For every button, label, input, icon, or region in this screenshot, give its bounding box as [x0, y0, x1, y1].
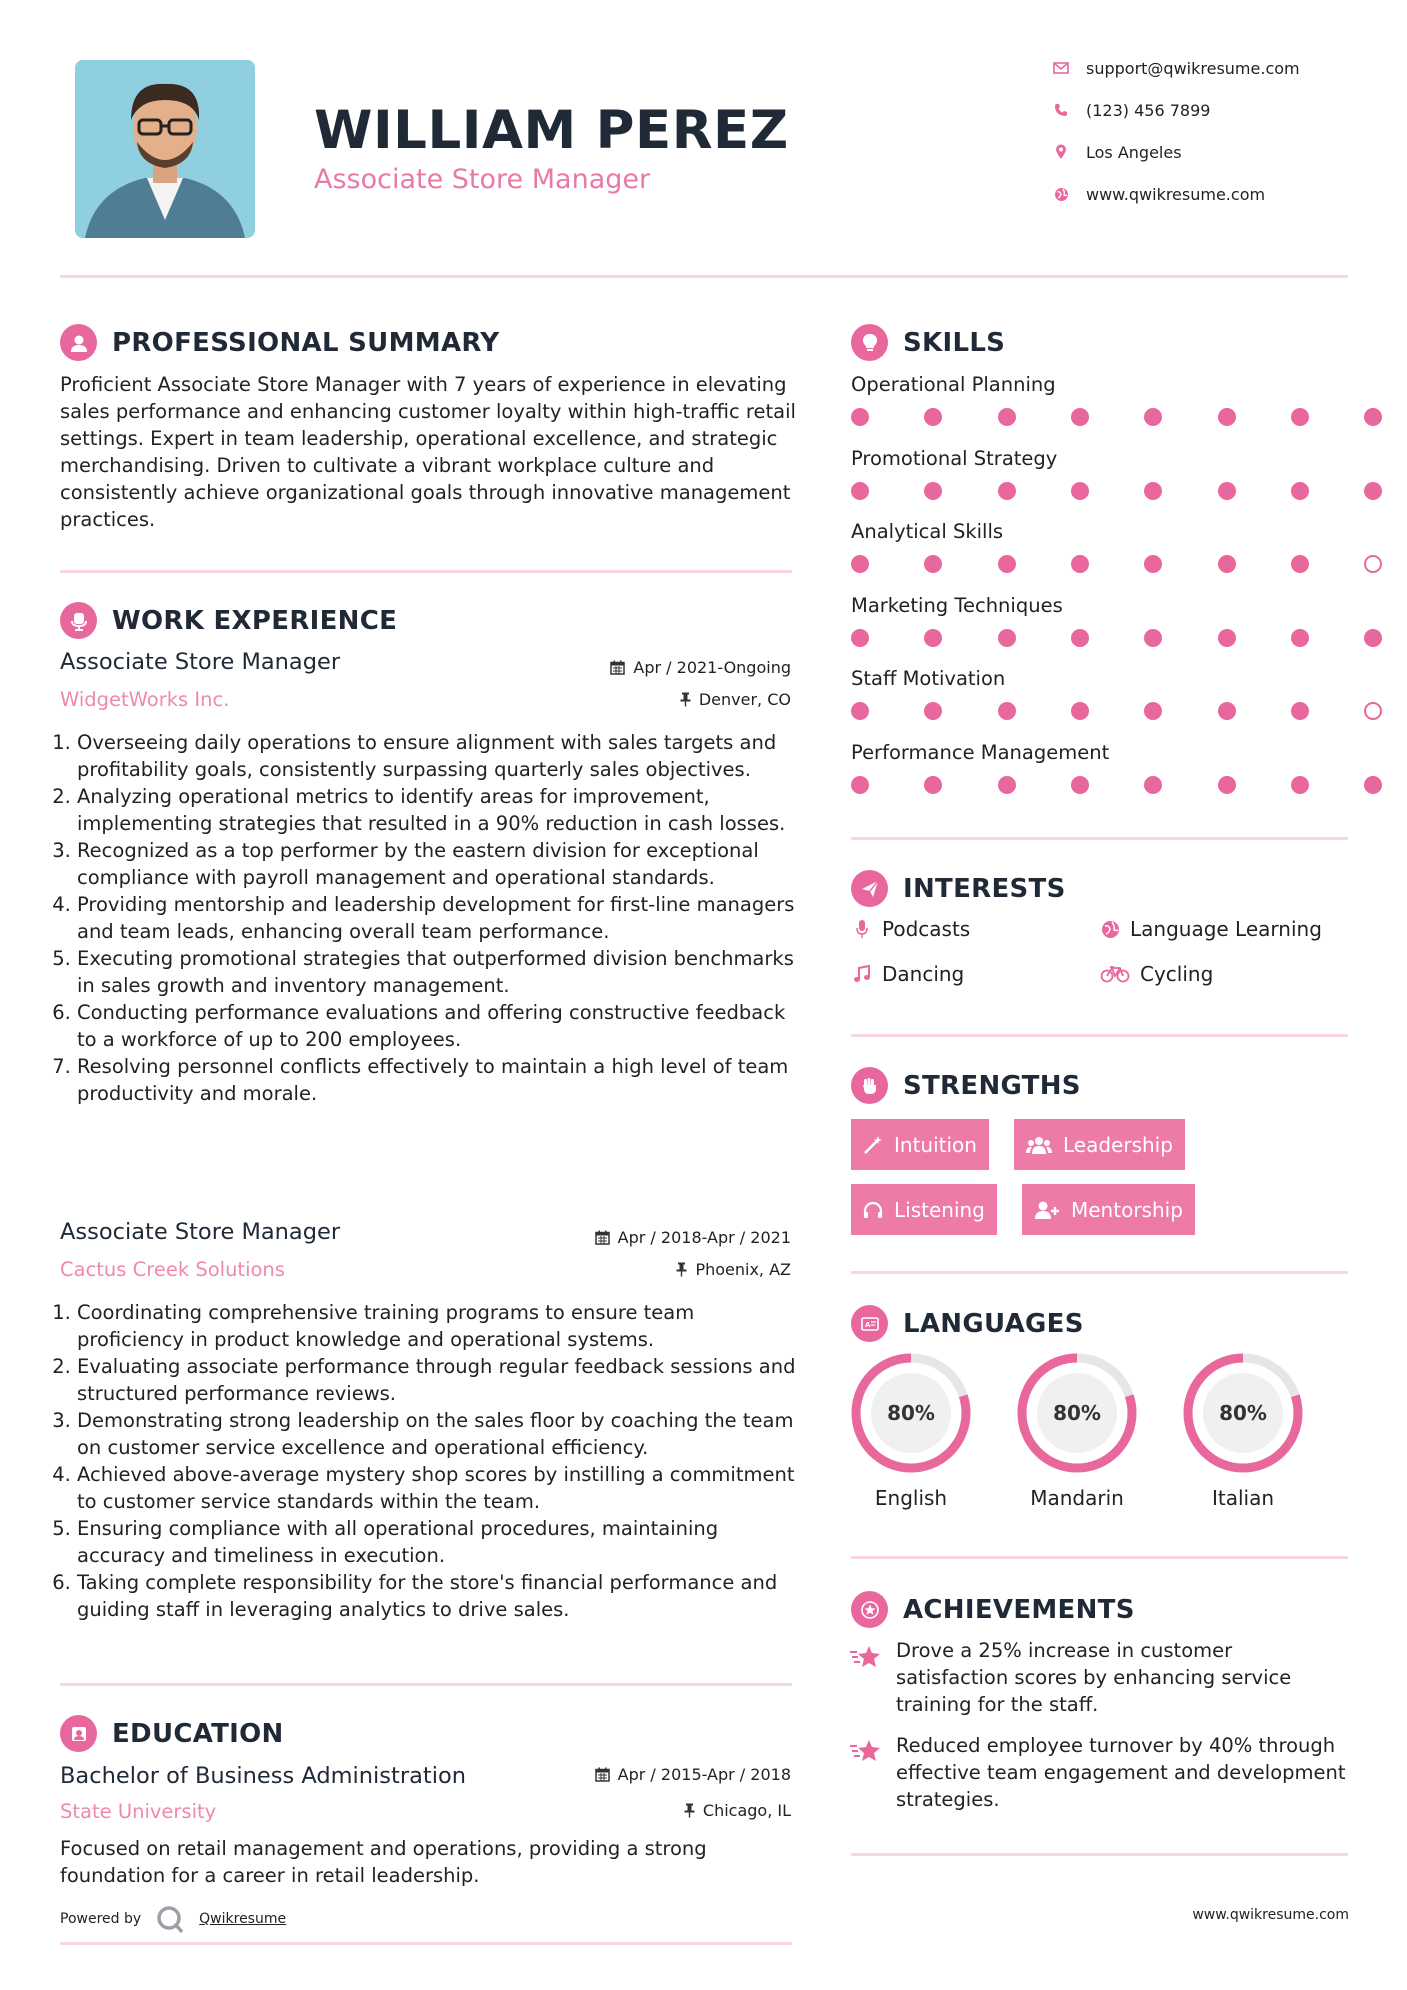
rating-dot-filled [998, 482, 1016, 500]
user-icon [60, 324, 97, 361]
headphones-icon [863, 1201, 883, 1219]
list-item: 4. Achieved above-average mystery shop scores by instilling a commitment to customer service standards within the team. [77, 1461, 803, 1515]
language-ring [1015, 1351, 1139, 1479]
rating-dot-filled [1218, 776, 1236, 794]
location-text: Los Angeles [1086, 142, 1182, 162]
interests-title: INTERESTS [903, 873, 1066, 904]
rating-dot-filled [1218, 482, 1236, 500]
rating-dot-filled [1144, 776, 1162, 794]
rating-dot-filled [998, 408, 1016, 426]
interests-heading [851, 870, 1066, 907]
contact-website[interactable] [1050, 184, 1265, 204]
skill-name: Operational Planning [851, 373, 1056, 396]
rating-dot-filled [1364, 776, 1382, 794]
calendar-icon [610, 660, 625, 675]
interest-label: Dancing [882, 962, 965, 986]
list-item: 1. Coordinating comprehensive training programs to ensure team proficiency in product knowledge and operational systems. [77, 1299, 803, 1353]
rating-dot-filled [924, 629, 942, 647]
user-plus-icon [1034, 1200, 1060, 1220]
interest-podcasts [851, 917, 970, 941]
rating-dot-filled [1218, 555, 1236, 573]
summary-text: Proficient Associate Store Manager with 7 years of experience in elevating sales performance and enhancing customer loyalty within high-traffic retail settings. Expert in team leadership, operational excellence, and strategic merchandising. Driven to cultivate a vibrant workplace culture and consistently achieve organizational goals through innovative management practices. [60, 373, 796, 531]
skill-name: Analytical Skills [851, 520, 1004, 543]
calendar-icon [595, 1767, 610, 1782]
education-title: EDUCATION [112, 1718, 284, 1749]
phone-icon [1050, 100, 1072, 120]
education-location-text: Chicago, IL [702, 1801, 791, 1820]
achievements-title: ACHIEVEMENTS [903, 1594, 1135, 1625]
job-2-bullets [58, 1299, 803, 1623]
svg-text:A: A [864, 1320, 870, 1329]
strengths-heading [851, 1067, 1081, 1104]
shooting-star-icon [849, 1737, 883, 1767]
phone-text: (123) 456 7899 [1086, 100, 1211, 120]
education-heading [60, 1715, 284, 1752]
rating-dot-filled [998, 555, 1016, 573]
rating-dot-filled [851, 702, 869, 720]
skill-rating [851, 555, 1407, 573]
list-item: 6. Conducting performance evaluations and offering constructive feedback to a workforce of up to 200 employees. [77, 999, 803, 1053]
strengths-divider [851, 1271, 1348, 1274]
rating-dot-filled [998, 629, 1016, 647]
languages-heading [851, 1305, 1084, 1342]
skill-name: Performance Management [851, 740, 1110, 764]
interest-dancing [851, 962, 964, 986]
job-2-date [595, 1228, 791, 1247]
language-percent: 80% [1219, 1401, 1267, 1425]
map-pin-icon [1050, 142, 1072, 162]
education-text: Focused on retail management and operations, providing a strong foundation for a career in retail leadership. [60, 1837, 707, 1887]
interest-cycling [1099, 962, 1213, 986]
language-name: Italian [1211, 1486, 1275, 1510]
rating-dot-filled [1071, 408, 1089, 426]
rating-dot-filled [924, 555, 942, 573]
header-divider [60, 275, 1348, 278]
language-percent: 80% [1053, 1401, 1101, 1425]
rating-dot-empty [1364, 702, 1382, 720]
skills-title: SKILLS [903, 327, 1006, 358]
email-text: support@qwikresume.com [1086, 58, 1300, 78]
job-1-company: WidgetWorks Inc. [60, 688, 230, 711]
strengths-title: STRENGTHS [903, 1070, 1081, 1101]
rating-dot-filled [851, 408, 869, 426]
calendar-icon [595, 1230, 610, 1245]
rating-dot-filled [1291, 702, 1309, 720]
bicycle-icon [1099, 965, 1131, 983]
list-item: 5. Executing promotional strategies that outperformed division benchmarks in sales growth and inventory management. [77, 945, 803, 999]
rating-dot-filled [851, 555, 869, 573]
rating-dot-filled [1364, 629, 1382, 647]
footer-divider [60, 1942, 792, 1945]
rating-dot-filled [1071, 555, 1089, 573]
summary-title: PROFESSIONAL SUMMARY [112, 327, 500, 358]
skill-rating [851, 482, 1407, 500]
rating-dot-filled [1291, 776, 1309, 794]
contact-phone[interactable] [1050, 100, 1210, 120]
strength-intuition [851, 1119, 989, 1170]
rating-dot-filled [924, 408, 942, 426]
list-item: 4. Providing mentorship and leadership development for first-line managers and team leads, enhancing overall team performance. [77, 891, 803, 945]
job-1-date-text: Apr / 2021-Ongoing [633, 658, 791, 677]
contact-location [1050, 142, 1182, 162]
rating-dot-filled [924, 702, 942, 720]
skills-heading [851, 324, 1005, 361]
rating-dot-filled [1291, 629, 1309, 647]
job-2-date-text: Apr / 2018-Apr / 2021 [617, 1228, 791, 1247]
job-2-title: Associate Store Manager [60, 1219, 341, 1245]
education-degree: Bachelor of Business Administration [60, 1763, 466, 1789]
job-2-location-text: Phoenix, AZ [695, 1260, 791, 1279]
rating-dot-filled [1364, 408, 1382, 426]
strength-label: Leadership [1063, 1132, 1173, 1157]
candidate-role: Associate Store Manager [314, 164, 651, 195]
star-badge-icon [851, 1591, 888, 1628]
microphone-icon [851, 919, 873, 939]
rating-dot-filled [1071, 629, 1089, 647]
candidate-name: WILLIAM PEREZ [314, 100, 789, 161]
website-text: www.qwikresume.com [1086, 184, 1266, 204]
skill-rating [851, 408, 1407, 426]
strength-listening [851, 1184, 997, 1235]
rating-dot-filled [1144, 408, 1162, 426]
qwikresume-link[interactable]: Qwikresume [199, 1911, 287, 1927]
globe-icon [1050, 184, 1072, 204]
summary-heading [60, 324, 499, 361]
rating-dot-filled [1364, 482, 1382, 500]
fist-icon [851, 1067, 888, 1104]
rating-dot-filled [851, 482, 869, 500]
pushpin-icon [676, 1262, 687, 1277]
pushpin-icon [680, 692, 691, 707]
interests-divider [851, 1034, 1348, 1037]
rating-dot-filled [998, 702, 1016, 720]
strength-label: Listening [894, 1197, 985, 1222]
list-item: 2. Evaluating associate performance through regular feedback sessions and structured performance reviews. [77, 1353, 803, 1407]
list-item: 6. Taking complete responsibility for the store's financial performance and guiding staff in leveraging analytics to drive sales. [77, 1569, 803, 1623]
music-note-icon [851, 964, 873, 984]
rating-dot-filled [851, 629, 869, 647]
rating-dot-filled [1218, 702, 1236, 720]
pushpin-icon [684, 1803, 695, 1818]
rating-dot-filled [1071, 702, 1089, 720]
skill-name: Promotional Strategy [851, 446, 1058, 470]
education-location [684, 1801, 791, 1820]
skill-rating [851, 776, 1407, 794]
job-1-title: Associate Store Manager [60, 649, 341, 675]
magic-wand-icon [863, 1135, 883, 1155]
list-item: 3. Recognized as a top performer by the eastern division for exceptional compliance with payroll management and operational standards. [77, 837, 803, 891]
language-percent: 80% [887, 1401, 935, 1425]
rating-dot-filled [1144, 482, 1162, 500]
language-ring [849, 1351, 973, 1479]
summary-divider [60, 570, 792, 573]
shooting-star-icon [849, 1643, 883, 1673]
languages-divider [851, 1556, 1348, 1559]
rating-dot-filled [924, 776, 942, 794]
education-school: State University [60, 1800, 217, 1823]
achievement-item: Reduced employee turnover by 40% through effective team engagement and development strategies. [896, 1734, 1346, 1811]
interest-label: Cycling [1140, 962, 1214, 986]
footer-powered [60, 1904, 286, 1934]
job-2-company: Cactus Creek Solutions [60, 1258, 285, 1281]
interest-label: Language Learning [1130, 917, 1322, 941]
achievement-item: Drove a 25% increase in customer satisfaction scores by enhancing service training for the staff. [896, 1639, 1292, 1716]
education-date-text: Apr / 2015-Apr / 2018 [617, 1765, 791, 1784]
rating-dot-filled [1218, 408, 1236, 426]
strength-label: Mentorship [1071, 1197, 1183, 1222]
experience-divider [60, 1683, 792, 1686]
globe-icon [1099, 920, 1121, 939]
language-name: English [874, 1486, 948, 1510]
language-name: Mandarin [1030, 1486, 1124, 1510]
rating-dot-filled [1291, 408, 1309, 426]
list-item: 7. Resolving personnel conflicts effectively to maintain a high level of team productivity and morale. [77, 1053, 803, 1107]
graduation-icon [60, 1715, 97, 1752]
list-item: 5. Ensuring compliance with all operational procedures, maintaining accuracy and timeliness in execution. [77, 1515, 803, 1569]
job-1-location [680, 690, 791, 709]
footer-site[interactable]: www.qwikresume.com [1192, 1907, 1349, 1923]
job-1-location-text: Denver, CO [698, 690, 791, 709]
qwikresume-logo-icon [155, 1904, 185, 1934]
education-date [595, 1765, 791, 1784]
language-card-icon [851, 1305, 888, 1342]
powered-by-text: Powered by [60, 1911, 142, 1927]
rating-dot-empty [1364, 555, 1382, 573]
interest-language-learning [1099, 917, 1322, 941]
job-1-bullets [58, 729, 803, 1107]
rating-dot-filled [998, 776, 1016, 794]
rating-dot-filled [924, 482, 942, 500]
contact-email[interactable] [1050, 58, 1300, 78]
lightbulb-icon [851, 324, 888, 361]
users-icon [1026, 1135, 1052, 1155]
skills-divider [851, 837, 1348, 840]
list-item: 2. Analyzing operational metrics to identify areas for improvement, implementing strategies that resulted in a 90% reduction in cash losses. [77, 783, 803, 837]
list-item: 1. Overseeing daily operations to ensure alignment with sales targets and profitability goals, consistently surpassing quarterly sales objectives. [77, 729, 803, 783]
envelope-icon [1050, 58, 1072, 78]
skill-rating [851, 629, 1407, 647]
interest-label: Podcasts [882, 917, 971, 941]
skill-name: Staff Motivation [851, 667, 1006, 690]
rating-dot-filled [1291, 482, 1309, 500]
skill-rating [851, 702, 1407, 720]
languages-title: LANGUAGES [903, 1308, 1084, 1339]
rating-dot-filled [1218, 629, 1236, 647]
rating-dot-filled [1144, 702, 1162, 720]
rating-dot-filled [1071, 482, 1089, 500]
list-item: 3. Demonstrating strong leadership on the sales floor by coaching the team on customer service excellence and operational efficiency. [77, 1407, 803, 1461]
paper-plane-icon [851, 870, 888, 907]
job-1-date [610, 658, 791, 677]
rating-dot-filled [1144, 555, 1162, 573]
profile-photo [75, 60, 255, 238]
strength-mentorship [1022, 1184, 1195, 1235]
strength-label: Intuition [894, 1132, 977, 1157]
rating-dot-filled [1144, 629, 1162, 647]
achievements-heading [851, 1591, 1135, 1628]
job-2-location [676, 1260, 791, 1279]
rating-dot-filled [851, 776, 869, 794]
experience-title: WORK EXPERIENCE [112, 605, 398, 636]
rating-dot-filled [1071, 776, 1089, 794]
strength-leadership [1014, 1119, 1185, 1170]
language-ring [1181, 1351, 1305, 1479]
achievements-divider [851, 1853, 1348, 1856]
experience-heading [60, 602, 397, 639]
briefcase-icon [60, 602, 97, 639]
rating-dot-filled [1291, 555, 1309, 573]
skill-name: Marketing Techniques [851, 593, 1063, 617]
